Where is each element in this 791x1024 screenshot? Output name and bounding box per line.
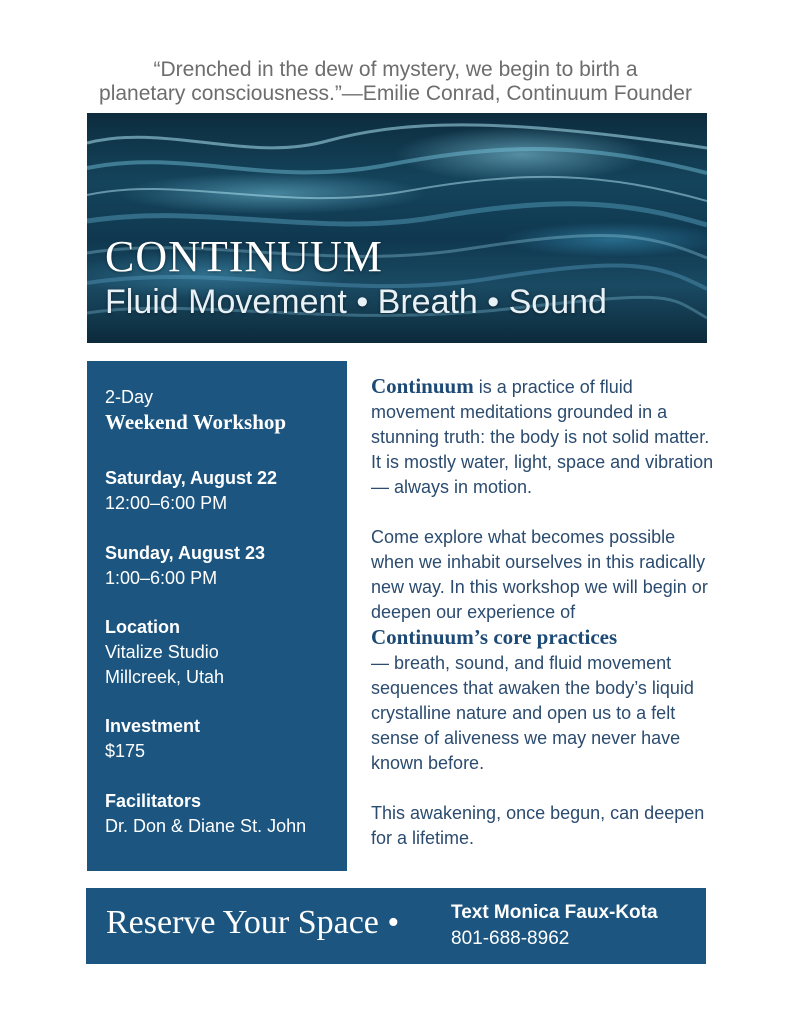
contact-phone[interactable]: 801-688-8962 xyxy=(451,928,570,949)
investment-info xyxy=(105,714,200,764)
investment-price: $175 xyxy=(105,741,146,761)
day1-label: Saturday, August 22 xyxy=(105,468,278,488)
contact-name: Text Monica Faux-Kota xyxy=(451,902,658,923)
description-paragraph-3: This awakening, once begun, can deepen for a lifetime. xyxy=(371,803,705,848)
event-details-panel xyxy=(87,361,347,871)
day2-time: 1:00–6:00 PM xyxy=(105,568,218,588)
workshop-duration: 2-Day xyxy=(105,387,154,407)
day1-schedule xyxy=(105,466,277,516)
location-label: Location xyxy=(105,617,180,637)
day1-time: 12:00–6:00 PM xyxy=(105,493,228,513)
paragraph-1-text: is a practice of fluid movement meditations grounded in a stunning truth: the body is not solid matter. It is mostly water, light, space and vibration — always in motion. xyxy=(371,377,714,497)
investment-label: Investment xyxy=(105,716,201,736)
description-paragraph-1 xyxy=(371,374,716,500)
location-city: Millcreek, Utah xyxy=(105,667,225,687)
core-practices-emphasis: Continuum’s core practices xyxy=(371,625,618,649)
quote-line-1: “Drenched in the dew of mystery, we begin to birth a xyxy=(153,58,638,81)
continuum-emphasis: Continuum xyxy=(371,374,474,398)
location-venue: Vitalize Studio xyxy=(105,642,219,662)
day2-label: Sunday, August 23 xyxy=(105,543,266,563)
quote-line-2: planetary consciousness.”—Emilie Conrad, Continuum Founder xyxy=(99,82,692,105)
description xyxy=(371,374,716,876)
quote xyxy=(60,58,731,106)
workshop-type-label: Weekend Workshop xyxy=(105,410,287,434)
facilitators-names: Dr. Don & Diane St. John xyxy=(105,816,307,836)
hero-title: CONTINUUM xyxy=(105,232,383,281)
hero-banner xyxy=(87,113,707,343)
reserve-banner xyxy=(86,888,706,964)
reserve-cta: Reserve Your Space • xyxy=(106,904,400,941)
description-paragraph-2 xyxy=(371,525,716,776)
hero-subtitle: Fluid Movement • Breath • Sound xyxy=(105,283,607,321)
facilitators-label: Facilitators xyxy=(105,791,202,811)
paragraph-2-end: — breath, sound, and fluid movement sequences that awaken the body’s liquid crystalline nature and open us to a felt sense of aliveness we may never have known before. xyxy=(371,653,694,773)
location-info xyxy=(105,615,224,690)
day2-schedule xyxy=(105,541,265,591)
workshop-type xyxy=(105,385,286,435)
paragraph-2-start: Come explore what becomes possible when we inhabit ourselves in this radically new way. In this workshop we will begin or deepen our experience of xyxy=(371,527,708,622)
facilitators-info xyxy=(105,789,306,839)
